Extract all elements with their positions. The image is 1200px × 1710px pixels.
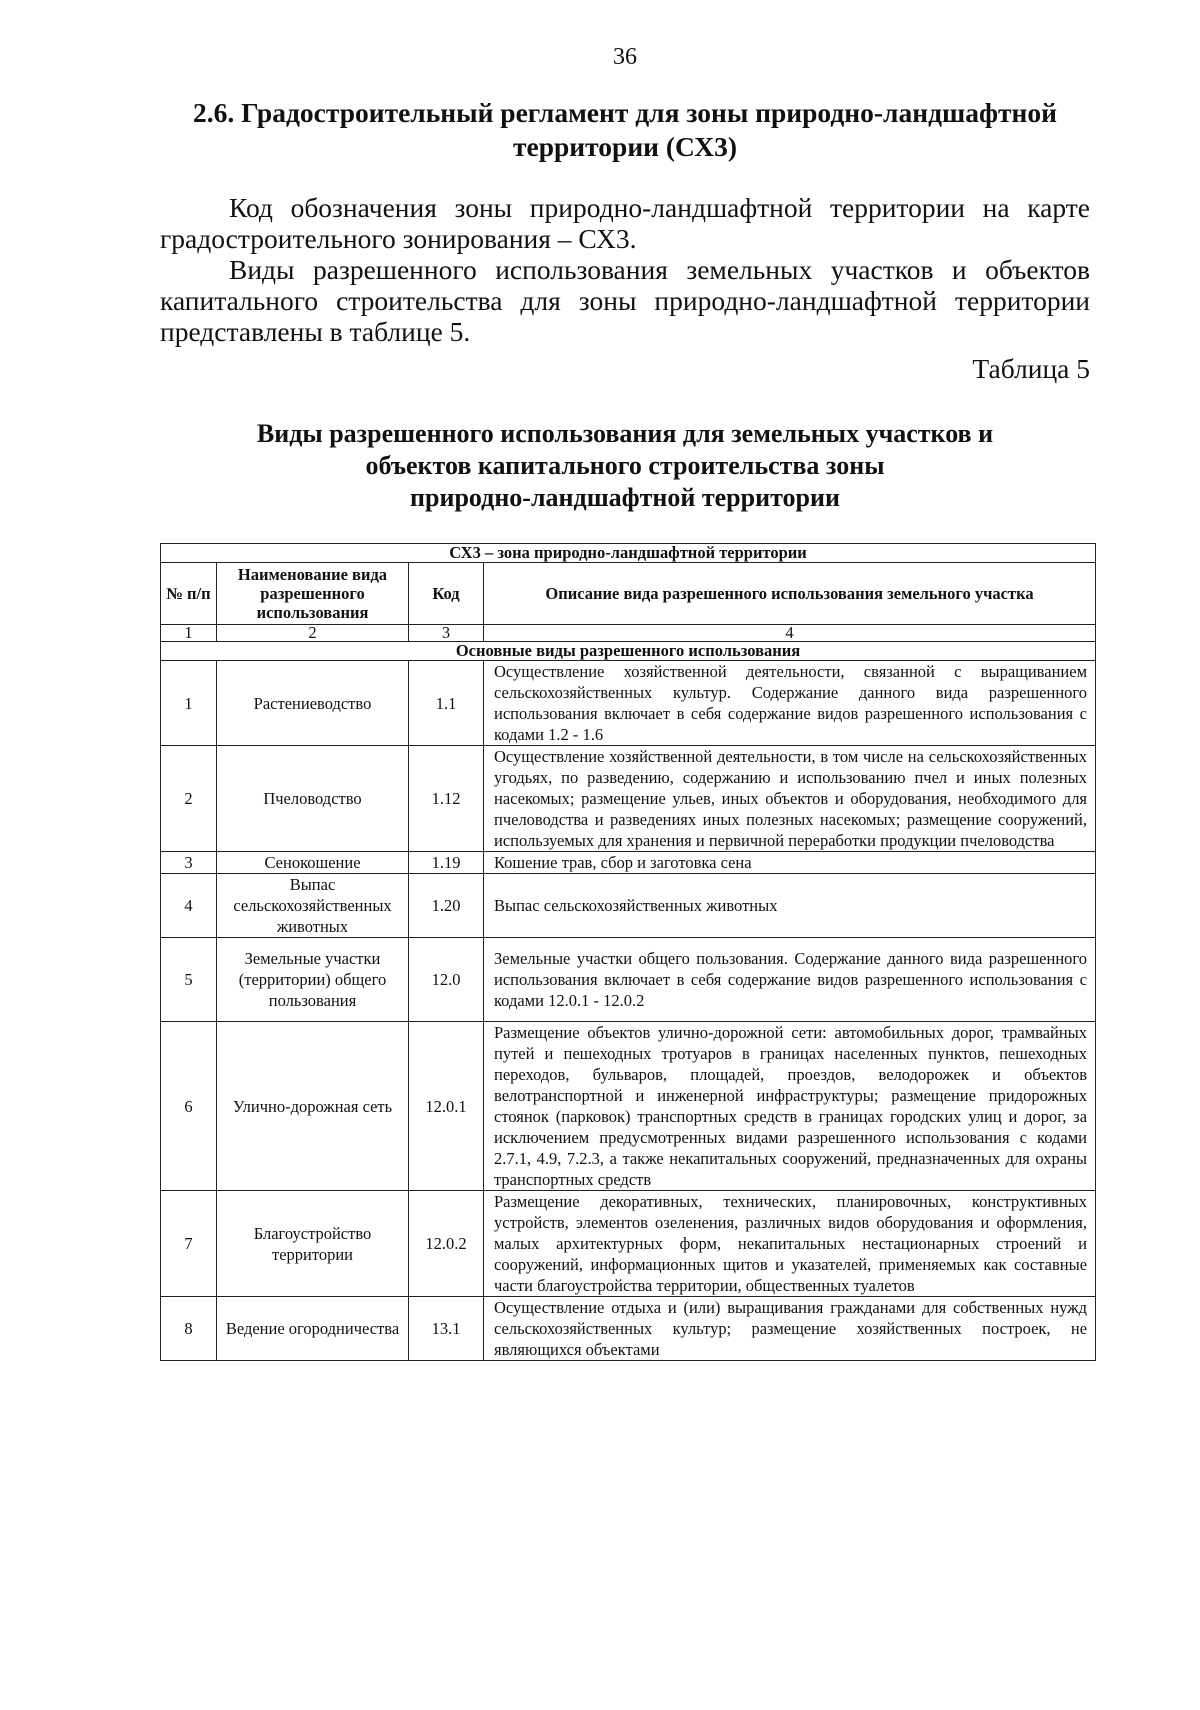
header-name: Наименование вида разрешенного использования [217, 563, 409, 625]
column-index: 2 [217, 625, 409, 642]
column-header-row [161, 563, 1096, 625]
intro-paragraph-1: Код обозначения зоны природно-ландшафтной территории на карте градостроительного зонирования – СХ3. [160, 192, 1090, 254]
table-row [161, 852, 1096, 874]
table-title-line-1: Виды разрешенного использования для земельных участков и [256, 419, 994, 448]
header-description: Описание вида разрешенного использования земельного участка [484, 563, 1096, 625]
row-code: 1.1 [409, 661, 484, 746]
table-label: Таблица 5 [972, 353, 1090, 384]
section-heading-line-1: 2.6. Градостроительный регламент для зоны природно-ландшафтной [193, 97, 1057, 128]
row-name: Пчеловодство [217, 746, 409, 852]
row-num: 7 [161, 1191, 217, 1297]
zone-header: СХ3 – зона природно-ландшафтной территории [161, 544, 1096, 563]
table-row [161, 746, 1096, 852]
row-code: 1.19 [409, 852, 484, 874]
row-code: 13.1 [409, 1297, 484, 1361]
row-name: Улично-дорожная сеть [217, 1022, 409, 1191]
row-num: 8 [161, 1297, 217, 1361]
row-description: Размещение декоративных, технических, планировочных, конструктивных устройств, элементов озеленения, различных видов оборудования и оформления, малых архитектурных форм, некапитальных нестационарных строений и сооружений, информационных щитов и указателей, применяемых как составные части благоустройства территории, общественных туалетов [484, 1191, 1096, 1297]
row-name: Выпас сельскохозяйственных животных [217, 874, 409, 938]
table-row [161, 874, 1096, 938]
zone-header-row [161, 544, 1096, 563]
row-num: 4 [161, 874, 217, 938]
table-title-line-2: объектов капитального строительства зоны [365, 451, 885, 480]
row-name: Благоустройство территории [217, 1191, 409, 1297]
intro-text [160, 192, 1090, 347]
row-description: Осуществление отдыха и (или) выращивания гражданами для собственных нужд сельскохозяйственных культур; размещение хозяйственных построек, не являющихся объектами [484, 1297, 1096, 1361]
row-description: Размещение объектов улично-дорожной сети: автомобильных дорог, трамвайных путей и пешеходных тротуаров в границах населенных пунктов, пешеходных переходов, бульваров, площадей, проездов, велодорожек и объектов велотранспортной и инженерной инфраструктуры; размещение придорожных стоянок (парковок) транспортных средств в границах городских улиц и дорог, за исключением предусмотренных видами разрешенного использования с кодами 2.7.1, 4.9, 7.2.3, а также некапитальных сооружений, предназначенных для охраны транспортных средств [484, 1022, 1096, 1191]
row-code: 12.0 [409, 938, 484, 1022]
group-row [161, 642, 1096, 661]
row-description: Кошение трав, сбор и заготовка сена [484, 852, 1096, 874]
column-index: 1 [161, 625, 217, 642]
column-index: 3 [409, 625, 484, 642]
row-num: 3 [161, 852, 217, 874]
row-num: 6 [161, 1022, 217, 1191]
row-description: Выпас сельскохозяйственных животных [484, 874, 1096, 938]
table-row [161, 938, 1096, 1022]
row-num: 2 [161, 746, 217, 852]
group-title: Основные виды разрешенного использования [161, 642, 1096, 661]
row-description: Земельные участки общего пользования. Содержание данного вида разрешенного использования включает в себя содержание видов разрешенного использования с кодами 12.0.1 - 12.0.2 [484, 938, 1096, 1022]
section-heading [160, 96, 1090, 164]
table-row [161, 661, 1096, 746]
row-num: 1 [161, 661, 217, 746]
header-code: Код [409, 563, 484, 625]
table-row [161, 1022, 1096, 1191]
table-row [161, 1297, 1096, 1361]
row-description: Осуществление хозяйственной деятельности, в том числе на сельскохозяйственных угодьях, по разведению, содержанию и использованию пчел и иных полезных насекомых; размещение ульев, иных объектов и оборудования, необходимого для пчеловодства и разведениях иных полезных насекомых; размещение сооружений, используемых для хранения и первичной переработки продукции пчеловодства [484, 746, 1096, 852]
column-index: 4 [484, 625, 1096, 642]
table-title [160, 418, 1090, 514]
table-row [161, 1191, 1096, 1297]
row-code: 1.12 [409, 746, 484, 852]
column-index-row [161, 625, 1096, 642]
header-num: № п/п [161, 563, 217, 625]
row-code: 12.0.1 [409, 1022, 484, 1191]
row-code: 1.20 [409, 874, 484, 938]
section-heading-line-2: территории (СХ3) [513, 131, 737, 162]
intro-paragraph-2: Виды разрешенного использования земельных участков и объектов капитального строительства для зоны природно-ландшафтной территории представлены в таблице 5. [160, 254, 1090, 347]
row-name: Земельные участки (территории) общего пользования [217, 938, 409, 1022]
row-name: Сенокошение [217, 852, 409, 874]
row-description: Осуществление хозяйственной деятельности, связанной с выращиванием сельскохозяйственных культур. Содержание данного вида разрешенного использования включает в себя содержание видов разрешенного использования с кодами 1.2 - 1.6 [484, 661, 1096, 746]
permitted-use-table [160, 543, 1096, 1361]
page-number: 36 [613, 44, 637, 70]
row-num: 5 [161, 938, 217, 1022]
row-name: Растениеводство [217, 661, 409, 746]
row-name: Ведение огородничества [217, 1297, 409, 1361]
table-title-line-3: природно-ландшафтной территории [410, 483, 840, 512]
row-code: 12.0.2 [409, 1191, 484, 1297]
